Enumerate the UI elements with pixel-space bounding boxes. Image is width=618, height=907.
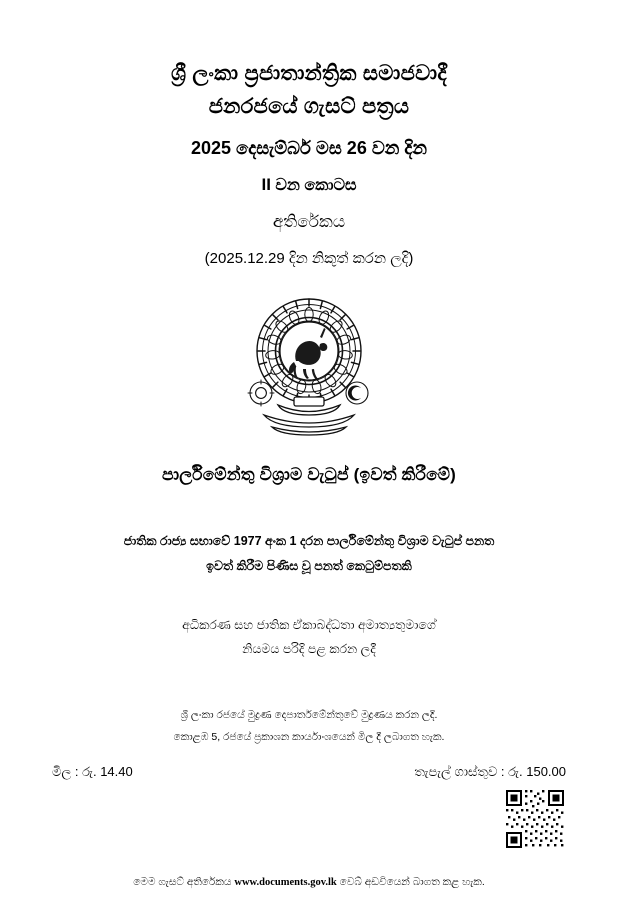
authority-line-2: නියමය පරිදි පළ කරන ලදී xyxy=(242,642,376,657)
postage-and-qr xyxy=(414,764,566,850)
documents-portal-link[interactable]: www.documents.gov.lk xyxy=(234,876,337,888)
gazette-date: 2025 දෙසැම්බර් මස 26 වන දින xyxy=(190,138,428,159)
postage-label: තැපැල් ගාස්තුව : රු. 150.00 xyxy=(414,763,566,779)
page-title: පාර්ලිමේන්තු විශ්‍රාම වැටුප් (ඉවත් කිරීමේ) xyxy=(162,465,456,485)
sri-lanka-national-emblem-icon xyxy=(234,289,384,441)
part-text: වන කොටස xyxy=(275,177,357,195)
gazette-part xyxy=(68,175,550,195)
part-roman-numeral: II xyxy=(261,175,271,195)
printer-block xyxy=(8,704,610,748)
footer-note-prefix: මෙම ගැසට් අතිරේකය xyxy=(133,875,235,888)
gazette-title-line-2: ජනරජයේ ගැසට් පත්‍රය xyxy=(208,94,410,118)
act-line-2: ඉවත් කිරීම පිණිස වූ පනත් කෙටුම්පතකි xyxy=(206,559,412,574)
authority-line-1: අධිකරණ සහ ජාතික ඒකාබද්ධතා අමාත්‍යතුමාගේ xyxy=(182,618,436,633)
footer-note-suffix: වෙබ් අඩවියෙන් බාගත කළ හැක. xyxy=(336,875,485,888)
gazette-sheet xyxy=(8,6,610,901)
emblem-container xyxy=(8,289,610,441)
footer-note xyxy=(8,876,610,889)
title-block xyxy=(8,58,610,267)
publication-note: (2025.12.29 දින නිකුත් කරන ලදි) xyxy=(204,250,414,268)
act-description-block xyxy=(8,529,610,579)
supplement-label: අතිරේකය xyxy=(272,212,346,232)
qr-code[interactable] xyxy=(504,788,566,850)
act-line-1: ජාතික රාජ්‍ය සභාවේ 1977 අංක 1 දරන පාර්ලිමේන්තු විශ්‍රාම වැටුප් පනත xyxy=(123,534,495,549)
gazette-title-line-1: ශ්‍රී ලංකා ප්‍රජාතාන්ත්‍රික සමාජවාදී xyxy=(170,62,448,85)
printer-line-1: ශ්‍රී ලංකා රජයේ මුද්‍රණ දෙපාර්තමේන්තුවේ මුද්‍රණය කරන ලදි. xyxy=(180,708,438,721)
price-row xyxy=(8,764,610,850)
authority-block xyxy=(8,613,610,662)
price-label: මිල : රු. 14.40 xyxy=(52,763,133,779)
printer-line-2: කොළඹ 5, රජයේ ප්‍රකාශන කාර්යාංශයෙන් මිල දී ලබාගත හැක. xyxy=(173,730,445,743)
